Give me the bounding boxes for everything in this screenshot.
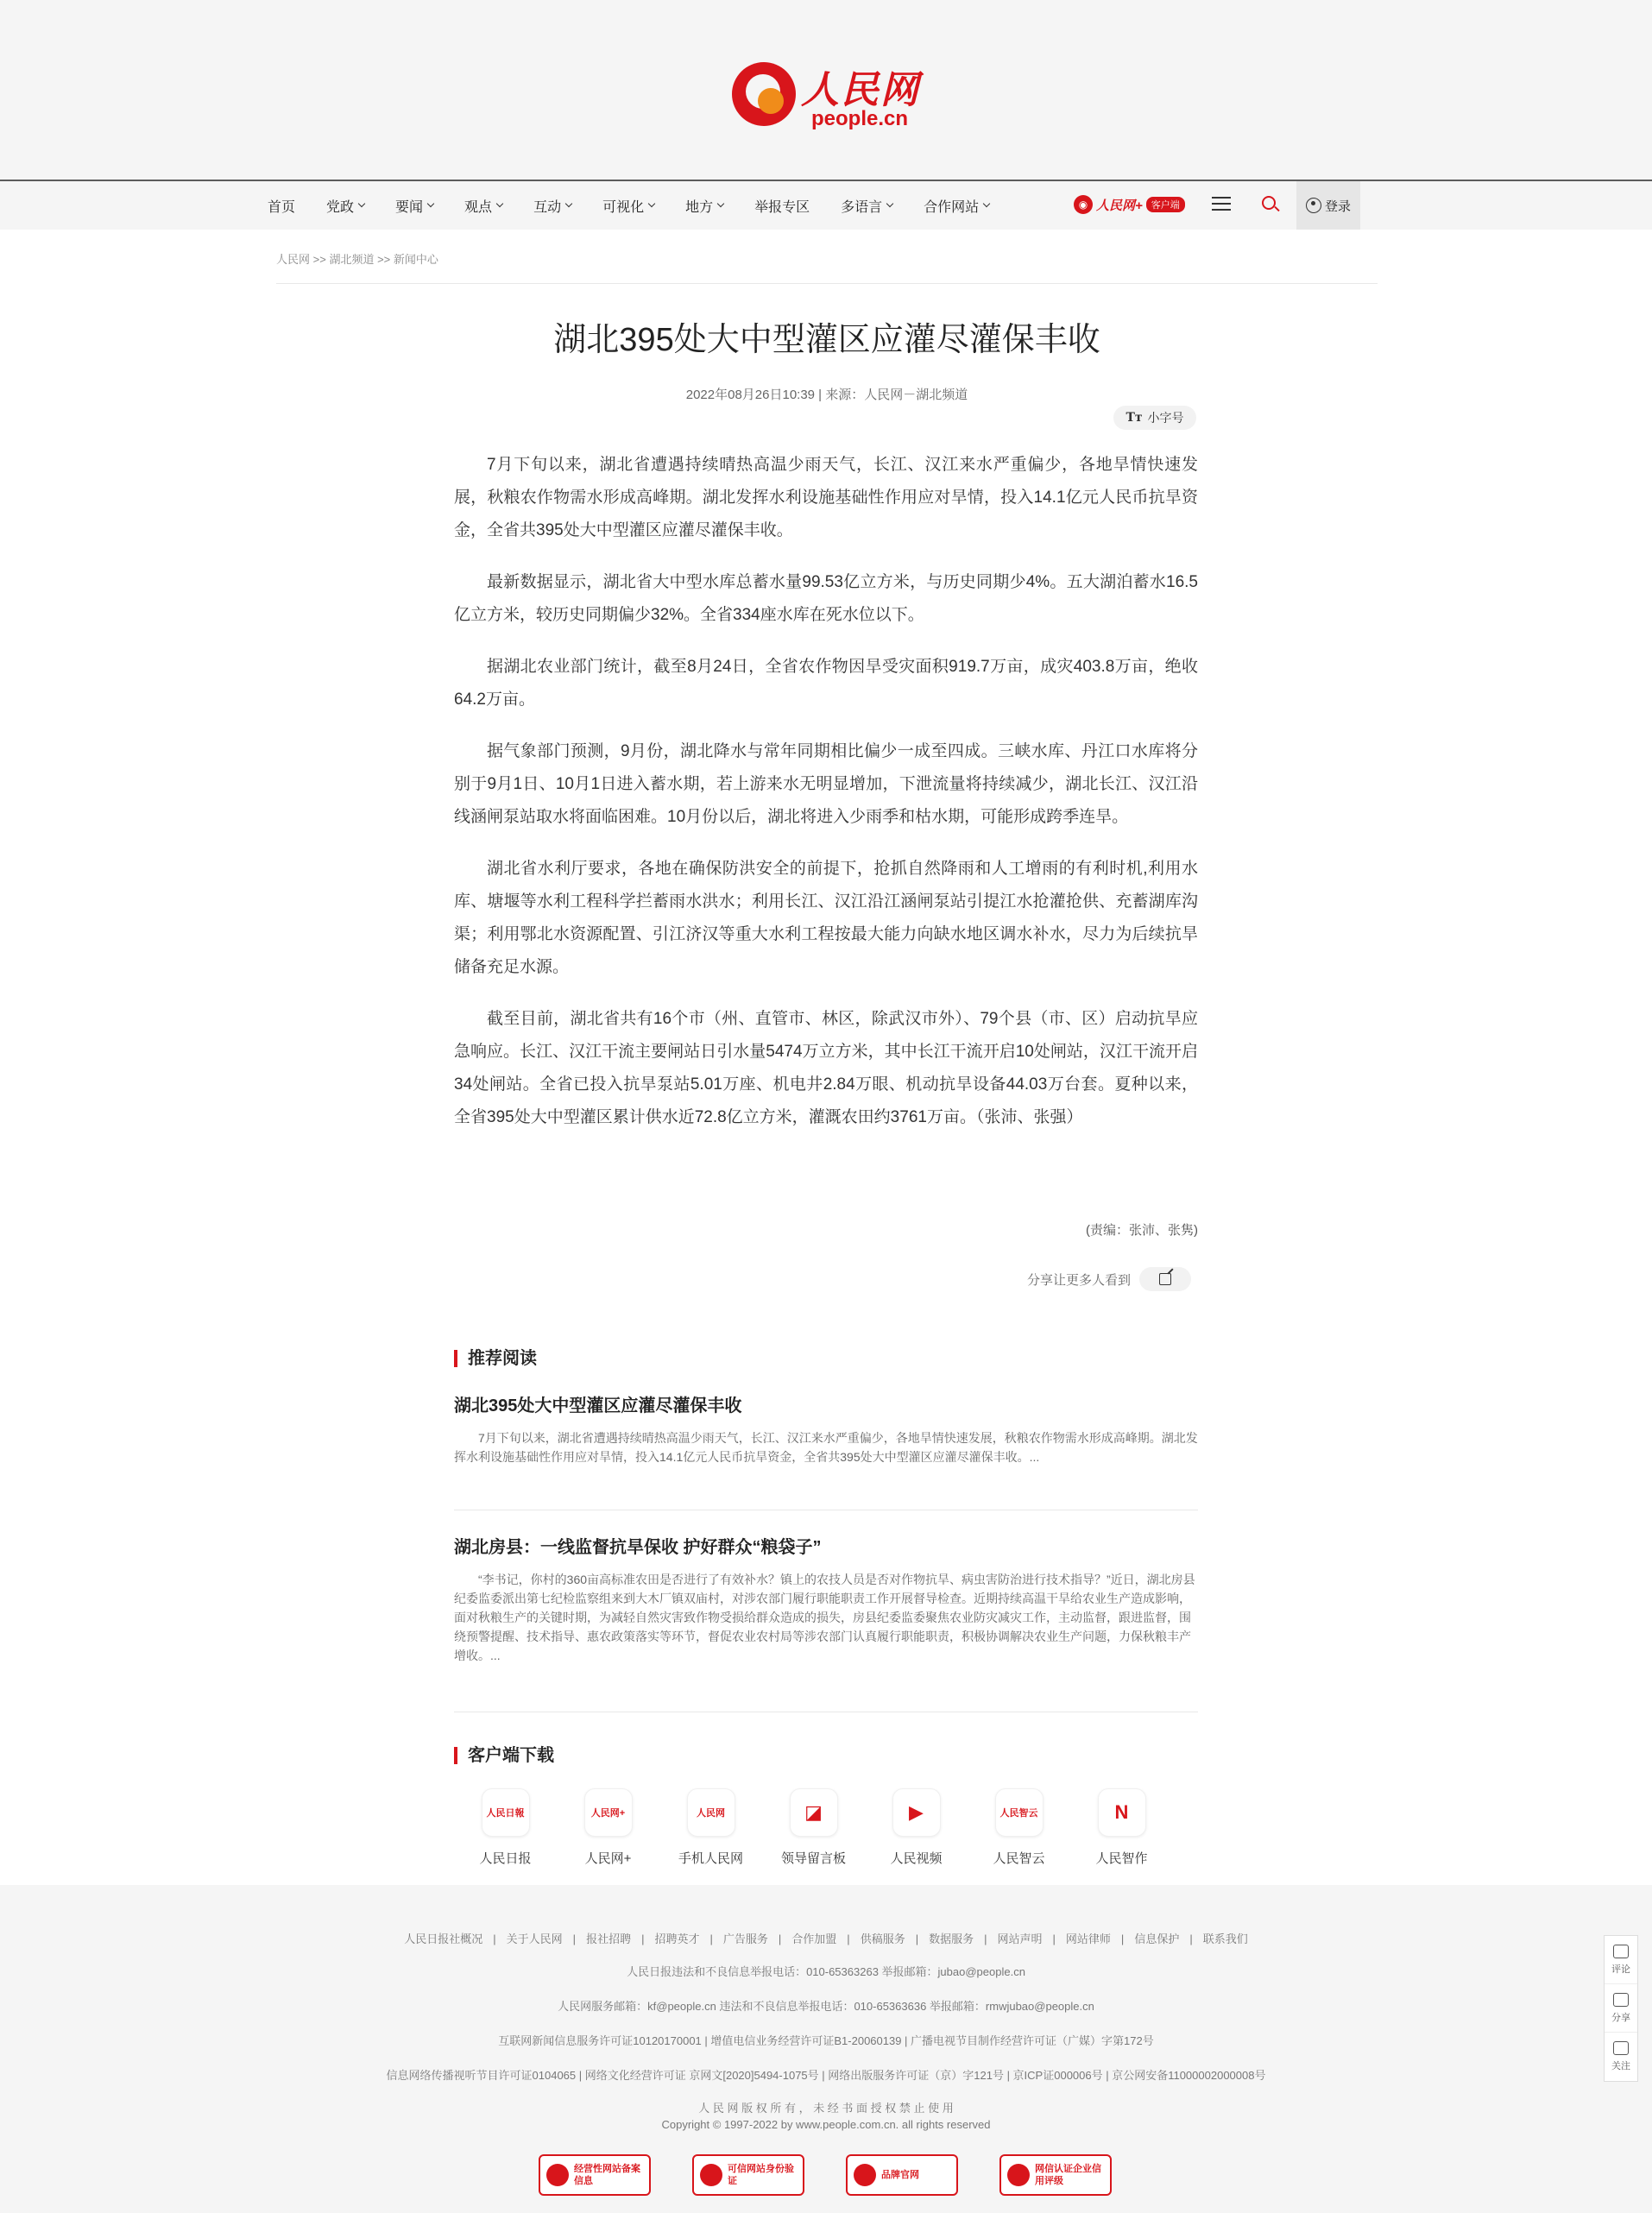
app-icon: 人民智云 <box>995 1788 1044 1837</box>
footer-service-line: 人民网服务邮箱：kf@people.cn 违法和不良信息举报电话：010-65363636 举报邮箱：rmwjubao@people.cn <box>558 2000 1094 2013</box>
footer-link[interactable]: 人民日报社概况 <box>404 1932 483 1945</box>
nav-item-label: 合作网站 <box>924 199 980 215</box>
badge-label: 经营性网站备案信息 <box>574 2164 640 2186</box>
app-icon: ▶ <box>892 1788 941 1837</box>
recommend-title[interactable]: 湖北房县：一线监督抗旱保收 护好群众“粮袋子” <box>454 1538 822 1557</box>
side-tool-label: 关注 <box>1611 2061 1630 2071</box>
side-tool-label: 评论 <box>1611 1964 1630 1975</box>
certification-badge[interactable] <box>692 2154 804 2196</box>
footer-link[interactable]: 信息保护 <box>1134 1932 1180 1945</box>
footer-link[interactable]: 联系我们 <box>1202 1932 1248 1945</box>
nav-item-label: 可视化 <box>602 199 645 215</box>
nav-items <box>268 181 1020 230</box>
article-paragraph: 最新数据显示，湖北省大中型水库总蓄水量99.53亿立方米，与历史同期少4%。五大湖泊蓄水16.5亿立方米，较历史同期偏少32%。全省334座水库在死水位以下。 <box>454 573 1198 624</box>
side-tool-label: 分享 <box>1611 2012 1630 2023</box>
nav-item[interactable] <box>268 196 295 216</box>
share-button[interactable] <box>1139 1267 1191 1291</box>
article-paragraph: 据气象部门预测，9月份，湖北降水与常年同期相比偏少一成至四成。三峡水库、丹江口水库将分别于9月1日、10月1日进入蓄水期，若上游来水无明显增加，下泄流量将持续减少，湖北长江、汉江沿线涵闸泵站取水将面临困难。10月份以后，湖北将进入少雨季和枯水期，可能形成跨季连旱。 <box>454 742 1198 826</box>
app-download-item[interactable] <box>454 1788 557 1867</box>
menu-icon[interactable] <box>1212 197 1231 212</box>
font-size-label: 小字号 <box>1147 411 1184 425</box>
footer-link[interactable]: 广告服务 <box>722 1932 768 1945</box>
footer-copyright-en: Copyright © 1997-2022 by www.people.com.cn. all rights reserved <box>661 2118 991 2131</box>
chevron-down-icon <box>648 200 655 207</box>
nav-item-label: 多语言 <box>841 199 883 215</box>
article-meta: 2022年08月26日10:39 | 来源：人民网－湖北频道 <box>685 388 968 402</box>
app-download-item[interactable] <box>557 1788 659 1867</box>
search-icon[interactable] <box>1262 196 1279 213</box>
footer-link[interactable]: 网站声明 <box>997 1932 1043 1945</box>
certification-badge[interactable] <box>539 2154 651 2196</box>
breadcrumb-item[interactable]: 人民网 <box>276 253 311 266</box>
share-row <box>1027 1267 1191 1291</box>
app-label: 人民视频 <box>890 1851 943 1866</box>
side-tools <box>1604 1935 1638 2082</box>
app-download-item[interactable] <box>762 1788 865 1867</box>
logo-en-text: people.cn <box>811 107 909 130</box>
nav-item-label: 举报专区 <box>754 199 810 215</box>
nav-item-label: 观点 <box>464 199 493 215</box>
footer-link[interactable]: 关于人民网 <box>506 1932 563 1945</box>
footer-link[interactable]: 合作加盟 <box>791 1932 837 1945</box>
badge-seal-icon <box>1007 2164 1030 2186</box>
chevron-down-icon <box>358 200 365 207</box>
share-text: 分享让更多人看到 <box>1027 1272 1132 1288</box>
app-icon: 人民网+ <box>584 1788 633 1837</box>
logo-cn-text: 人民网 <box>801 68 920 112</box>
side-tool-2[interactable] <box>1605 1984 1637 2033</box>
divider <box>276 283 1378 284</box>
external-share-icon <box>1159 1273 1171 1285</box>
badge-label: 品牌官网 <box>881 2170 919 2180</box>
font-size-icon: Tт <box>1126 411 1143 425</box>
app-label: 手机人民网 <box>678 1851 743 1866</box>
badge-label: 可信网站身份验证 <box>728 2164 794 2186</box>
side-tool-1[interactable] <box>1605 1936 1637 1984</box>
nav-item-label: 地方 <box>685 199 714 215</box>
app-label: 人民日报 <box>479 1851 532 1866</box>
apps-heading: 客户端下载 <box>454 1747 554 1764</box>
footer-license-line: 互联网新闻信息服务许可证10120170001 | 增值电信业务经营许可证B1-20060139 | 广播电视节目制作经营许可证（广媒）字第172号 <box>498 2034 1154 2047</box>
badge-label: 网信认证企业信用评级 <box>1035 2164 1101 2186</box>
header-band <box>0 0 1652 181</box>
article-body <box>454 449 1198 1153</box>
article-paragraph: 湖北省水利厅要求，各地在确保防洪安全的前提下，抢抓自然降雨和人工增雨的有利时机,利用水库、塘堰等水利工程科学拦蓄雨水洪水；利用长江、汉江沿江涵闸泵站引提江水抢灌抢供、充蓄湖库沟渠；利用鄂北水资源配置、引江济汉等重大水利工程按最大能力向缺水地区调水补水，尽力为后续抗旱储备充足水源。 <box>454 860 1198 976</box>
app-download-item[interactable] <box>968 1788 1070 1867</box>
comment-icon <box>1613 1945 1629 1958</box>
client-app-label: 人民网+ <box>1096 198 1143 213</box>
recommend-item[interactable] <box>454 1391 1198 1510</box>
nav-item[interactable] <box>464 196 502 216</box>
footer-links: 人民日报社概况 | 关于人民网 | 报社招聘 | 招聘英才 | 广告服务 | 合作加盟 | 供稿服务 | 数据服务 | 网站声明 | 网站律师 | 信息保护 | 联系我们 <box>404 1932 1248 1945</box>
footer-link[interactable]: 网站律师 <box>1065 1932 1111 1945</box>
client-app-tag: 客户端 <box>1146 197 1185 212</box>
footer-link[interactable]: 报社招聘 <box>586 1932 632 1945</box>
app-label: 人民智作 <box>1095 1851 1148 1866</box>
share-icon <box>1613 1993 1629 2007</box>
qrcode-icon <box>1613 2041 1629 2055</box>
footer-link[interactable]: 数据服务 <box>929 1932 974 1945</box>
editor-credit: (责编：张沛、张隽) <box>1086 1223 1198 1238</box>
recommend-desc: 7月下旬以来，湖北省遭遇持续晴热高温少雨天气，长江、汉江来水严重偏少，各地旱情快速发展，秋粮农作物需水形成高峰期。湖北发挥水利设施基础性作用应对旱情，投入14.1亿元人民币抗旱资金，全省共395处大中型灌区应灌尽灌保丰收。... <box>454 1431 1198 1464</box>
nav-item[interactable] <box>326 196 364 216</box>
certification-badge[interactable] <box>999 2154 1112 2196</box>
app-label: 人民智云 <box>993 1851 1045 1866</box>
nav-item-label: 首页 <box>268 199 296 215</box>
app-icon: 人民网 <box>687 1788 735 1837</box>
footer-link[interactable]: 招聘英才 <box>654 1932 700 1945</box>
footer-badges <box>539 2154 1153 2196</box>
nav-item[interactable] <box>924 196 989 216</box>
chevron-down-icon <box>886 200 893 207</box>
breadcrumb-item[interactable]: 湖北频道 <box>329 253 375 266</box>
app-label: 领导留言板 <box>780 1851 846 1866</box>
article-paragraph: 截至目前，湖北省共有16个市（州、直管市、林区，除武汉市外）、79个县（市、区）启动抗旱应急响应。长江、汉江干流主要闸站日引水量5474万立方米，其中长江干流开启10处闸站，汉江干流开启34处闸站。全省已投入抗旱泵站5.01万座、机电井2.84万眼、机动抗旱设备44.03万台套。夏种以来，全省395处大中型灌区累计供水近72.8亿立方米，灌溉农田约3761万亩。（张沛、张强） <box>454 1010 1198 1126</box>
chevron-down-icon <box>496 200 503 207</box>
recommend-item[interactable] <box>454 1533 1198 1712</box>
badge-seal-icon <box>854 2164 876 2186</box>
nav-item[interactable] <box>685 196 723 216</box>
nav-item[interactable] <box>533 196 571 216</box>
user-icon <box>1306 198 1321 213</box>
nav-item-label: 党政 <box>326 199 355 215</box>
footer-license-line: 信息网络传播视听节目许可证0104065 | 网络文化经营许可证 京网文[2020]5494-1075号 | 网络出版服务许可证（京）字121号 | 京ICP证000006号 | 京公网安备11000002000008号 <box>386 2069 1266 2082</box>
chevron-down-icon <box>983 200 990 207</box>
badge-seal-icon <box>700 2164 722 2186</box>
footer <box>0 1885 1652 2213</box>
recommend-heading: 推荐阅读 <box>454 1350 537 1367</box>
nav-item[interactable] <box>602 196 654 216</box>
chevron-down-icon <box>565 200 572 207</box>
footer-link[interactable]: 供稿服务 <box>860 1932 905 1945</box>
article-title: 湖北395处大中型灌区应灌尽灌保丰收 <box>553 322 1100 358</box>
recommend-title[interactable]: 湖北395处大中型灌区应灌尽灌保丰收 <box>454 1397 742 1415</box>
badge-seal-icon <box>546 2164 569 2186</box>
nav-item-label: 互动 <box>533 199 562 215</box>
footer-report-line: 人民日报违法和不良信息举报电话：010-65363263 举报邮箱：jubao@people.cn <box>627 1965 1025 1978</box>
side-tool-3[interactable] <box>1605 2033 1637 2081</box>
main-nav <box>0 181 1652 230</box>
chevron-down-icon <box>717 200 724 207</box>
app-download-item[interactable] <box>1070 1788 1173 1867</box>
font-size-toggle[interactable] <box>1113 406 1196 430</box>
app-icon: N <box>1098 1788 1146 1837</box>
login-label: 登录 <box>1324 199 1351 214</box>
app-download-list <box>454 1788 1198 1867</box>
app-download-item[interactable] <box>865 1788 968 1867</box>
recommend-desc: “李书记，你村的360亩高标准农田是否进行了有效补水？镇上的农技人员是否对作物抗旱、病虫害防治进行技术指导？”近日，湖北房县纪委监委派出第七纪检监察组来到大木厂镇双庙村，对涉农部门履行职能职责工作开展督导检查。近期持续高温干旱给农业生产造成影响，面对秋粮生产的关键时期，为减轻自然灾害致作物受损给群众造成的损失，房县纪委监委聚焦农业防灾减灾工作，主动监督，跟进监督，围绕预警提醒、技术指导、惠农政策落实等环节，督促农业农村局等涉农部门认真履行职能职责，积极协调解决农业生产问题，力保秋粮丰产增收。... <box>454 1573 1195 1662</box>
breadcrumb: 人民网 >> 湖北频道 >> 新闻中心 <box>276 253 438 266</box>
app-icon: 人民日報 <box>482 1788 530 1837</box>
people-cn-logo[interactable] <box>732 55 922 133</box>
article-paragraph: 据湖北农业部门统计，截至8月24日，全省农作物因旱受灾面积919.7万亩，成灾403.8万亩，绝收64.2万亩。 <box>454 658 1198 709</box>
breadcrumb-item[interactable]: 新闻中心 <box>393 253 438 266</box>
people-plus-icon: ◉ <box>1074 195 1093 214</box>
logo-mark-icon <box>732 62 796 126</box>
certification-badge[interactable] <box>846 2154 958 2196</box>
article-paragraph: 7月下旬以来，湖北省遭遇持续晴热高温少雨天气，长江、汉江来水严重偏少，各地旱情快速发展，秋粮农作物需水形成高峰期。湖北发挥水利设施基础性作用应对旱情，投入14.1亿元人民币抗旱资金，全省共395处大中型灌区应灌尽灌保丰收。 <box>454 456 1198 539</box>
nav-item-label: 要闻 <box>395 199 424 215</box>
client-app-link[interactable] <box>1074 195 1185 214</box>
nav-item[interactable] <box>395 196 433 216</box>
login-button[interactable] <box>1296 181 1360 230</box>
app-download-item[interactable] <box>659 1788 762 1867</box>
chevron-down-icon <box>427 200 434 207</box>
nav-item[interactable] <box>841 196 892 216</box>
footer-copyright-cn: 人 民 网 版 权 所 有 ， 未 经 书 面 授 权 禁 止 使 用 <box>698 2102 954 2115</box>
nav-item[interactable] <box>754 196 810 216</box>
app-label: 人民网+ <box>584 1851 632 1866</box>
app-icon: ◪ <box>790 1788 838 1837</box>
